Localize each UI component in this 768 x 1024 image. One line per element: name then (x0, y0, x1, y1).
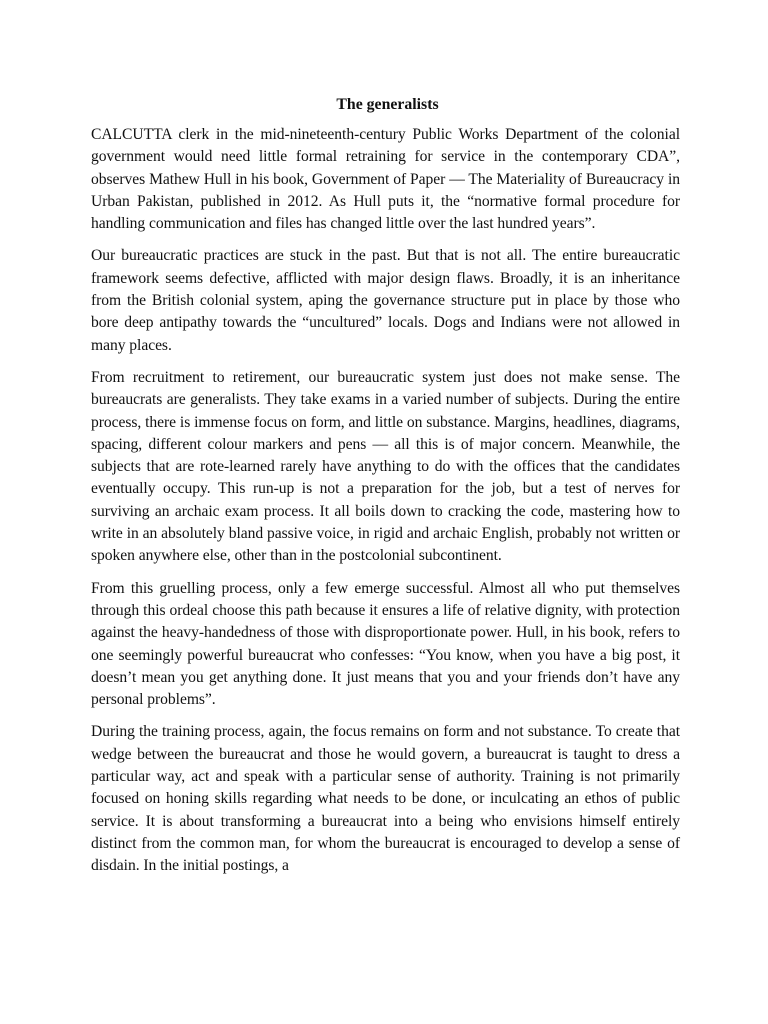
document-title: The generalists (336, 96, 439, 113)
paragraph-4: From this gruelling process, only a few emerge successful. Almost all who put themselves through this ordeal choose this path because it ensures a life of relative dignity, with protection against the heavy-handedness of those with disproportionate power. Hull, in his book, refers to one seemingly powerful bureaucrat who confesses: “You know, when you have a big post, it doesn’t mean you get anything done. It just means that you and your friends don’t have any personal problems”. (91, 579, 680, 709)
paragraph-3: From recruitment to retirement, our bureaucratic system just does not make sense. The bureaucrats are generalists. They take exams in a varied number of subjects. During the entire process, there is immense focus on form, and little on substance. Margins, headlines, diagrams, spacing, different colour markers and pens — all this is of major concern. Meanwhile, the subjects that are rote-learned rarely have anything to do with the offices that the candidates eventually occupy. This run-up is not a preparation for the job, but a test of nerves for surviving an archaic exam process. It all boils down to cracking the code, mastering how to write in an absolutely bland passive voice, in rigid and archaic English, probably not written or spoken anywhere else, other than in the postcolonial subcontinent. (91, 368, 680, 565)
paragraph-2: Our bureaucratic practices are stuck in the past. But that is not all. The entire bureaucratic framework seems defective, afflicted with major design flaws. Broadly, it is an inheritance from the British colonial system, aping the governance structure put in place by those who bore deep antipathy towards the “uncultured” locals. Dogs and Indians were not allowed in many places. (91, 247, 680, 354)
paragraph-5: During the training process, again, the focus remains on form and not substance. To create that wedge between the bureaucrat and those he would govern, a bureaucrat is taught to dress a particular way, act and speak with a particular sense of authority. Training is not primarily focused on honing skills regarding what needs to be done, or inculcating an ethos of public service. It is about transforming a bureaucrat into a being who envisions himself entirely distinct from the common man, for whom the bureaucrat is encouraged to develop a sense of disdain. In the initial postings, a (91, 723, 680, 875)
paragraph-1: CALCUTTA clerk in the mid-nineteenth-century Public Works Department of the colonial government would need little formal retraining for service in the contemporary CDA”, observes Mathew Hull in his book, Government of Paper — The Materiality of Bureaucracy in Urban Pakistan, published in 2012. As Hull puts it, the “normative formal procedure for handling communication and files has changed little over the last hundred years”. (91, 126, 680, 233)
